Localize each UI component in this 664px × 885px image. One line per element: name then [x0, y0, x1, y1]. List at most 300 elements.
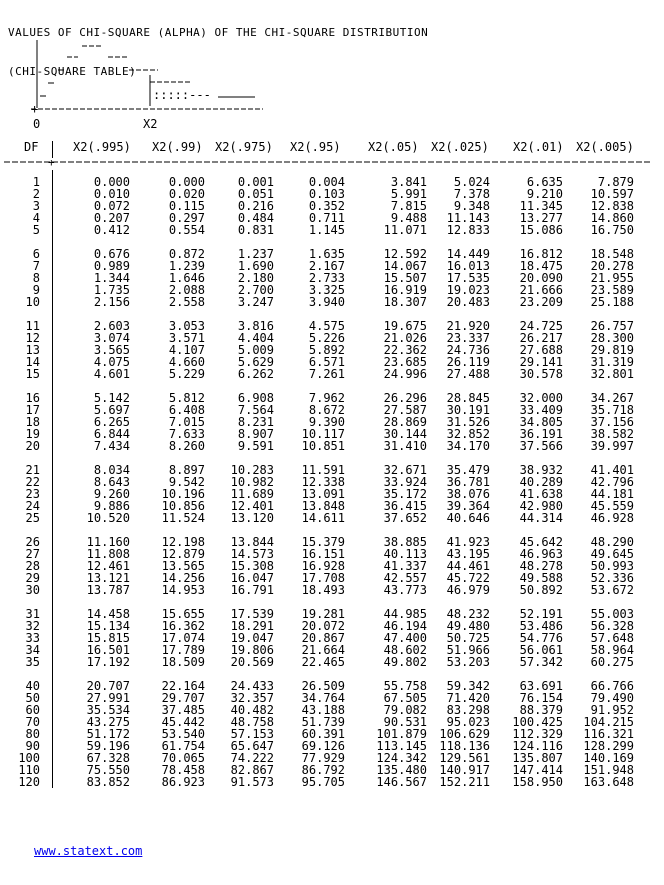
svg-text:+: + — [48, 158, 55, 169]
value-cell-x2-99: 45.442 — [161, 715, 205, 729]
value-cell-x2-01: 29.141 — [519, 355, 563, 369]
value-cell-x2-005: 66.766 — [590, 679, 634, 693]
value-cell-x2-005: 26.757 — [590, 319, 634, 333]
value-cell-x2-05: 27.587 — [383, 403, 427, 417]
value-cell-x2-01: 147.414 — [512, 763, 563, 777]
column-divider — [52, 560, 53, 572]
df-cell: 30 — [25, 583, 40, 597]
value-cell-x2-025: 53.203 — [446, 655, 490, 669]
value-cell-x2-01: 24.725 — [519, 319, 563, 333]
value-cell-x2-975: 5.629 — [237, 355, 274, 369]
value-cell-x2-005: 49.645 — [590, 547, 634, 561]
value-cell-x2-005: 116.321 — [583, 727, 634, 741]
column-divider — [52, 344, 53, 356]
value-cell-x2-01: 11.345 — [519, 199, 563, 213]
value-cell-x2-01: 124.116 — [512, 739, 563, 753]
value-cell-x2-99: 0.000 — [168, 175, 205, 189]
column-divider — [52, 380, 53, 392]
distribution-sketch — [0, 30, 300, 135]
value-cell-x2-975: 57.153 — [230, 727, 274, 741]
value-cell-x2-005: 10.597 — [590, 187, 634, 201]
value-cell-x2-99: 70.065 — [161, 751, 205, 765]
value-cell-x2-005: 20.278 — [590, 259, 634, 273]
df-cell: 50 — [25, 691, 40, 705]
value-cell-x2-01: 158.950 — [512, 775, 563, 789]
value-cell-x2-995: 1.344 — [93, 271, 130, 285]
value-cell-x2-975: 16.047 — [230, 571, 274, 585]
value-cell-x2-975: 1.237 — [237, 247, 274, 261]
value-cell-x2-99: 86.923 — [161, 775, 205, 789]
value-cell-x2-05: 46.194 — [383, 619, 427, 633]
column-divider — [52, 584, 53, 596]
value-cell-x2-005: 128.299 — [583, 739, 634, 753]
value-cell-x2-95: 95.705 — [301, 775, 345, 789]
value-cell-x2-99: 9.542 — [168, 475, 205, 489]
value-cell-x2-975: 0.001 — [237, 175, 274, 189]
value-cell-x2-975: 14.573 — [230, 547, 274, 561]
df-cell: 120 — [18, 775, 40, 789]
value-cell-x2-005: 23.589 — [590, 283, 634, 297]
value-cell-x2-05: 42.557 — [383, 571, 427, 585]
value-cell-x2-05: 43.773 — [383, 583, 427, 597]
value-cell-x2-99: 18.509 — [161, 655, 205, 669]
value-cell-x2-05: 135.480 — [376, 763, 427, 777]
value-cell-x2-99: 0.297 — [168, 211, 205, 225]
df-cell: 26 — [25, 535, 40, 549]
value-cell-x2-975: 2.700 — [237, 283, 274, 297]
value-cell-x2-995: 51.172 — [86, 727, 130, 741]
value-cell-x2-99: 0.020 — [168, 187, 205, 201]
column-divider — [52, 644, 53, 656]
value-cell-x2-025: 34.170 — [446, 439, 490, 453]
value-cell-x2-005: 39.997 — [590, 439, 634, 453]
value-cell-x2-025: 41.923 — [446, 535, 490, 549]
value-cell-x2-05: 32.671 — [383, 463, 427, 477]
column-divider — [52, 368, 53, 380]
value-cell-x2-005: 14.860 — [590, 211, 634, 225]
table-row — [0, 368, 664, 380]
value-cell-x2-995: 6.265 — [93, 415, 130, 429]
value-cell-x2-975: 19.047 — [230, 631, 274, 645]
value-cell-x2-95: 20.867 — [301, 631, 345, 645]
value-cell-x2-95: 51.739 — [301, 715, 345, 729]
value-cell-x2-99: 5.229 — [168, 367, 205, 381]
value-cell-x2-975: 6.262 — [237, 367, 274, 381]
value-cell-x2-99: 3.571 — [168, 331, 205, 345]
value-cell-x2-01: 38.932 — [519, 463, 563, 477]
value-cell-x2-025: 35.479 — [446, 463, 490, 477]
value-cell-x2-95: 7.261 — [308, 367, 345, 381]
column-divider — [52, 392, 53, 404]
value-cell-x2-01: 13.277 — [519, 211, 563, 225]
column-header-x2-025: X2(.025) — [431, 140, 489, 154]
value-cell-x2-975: 65.647 — [230, 739, 274, 753]
value-cell-x2-95: 15.379 — [301, 535, 345, 549]
value-cell-x2-95: 3.325 — [308, 283, 345, 297]
value-cell-x2-975: 20.569 — [230, 655, 274, 669]
value-cell-x2-995: 15.134 — [86, 619, 130, 633]
column-divider — [52, 548, 53, 560]
value-cell-x2-01: 52.191 — [519, 607, 563, 621]
value-cell-x2-995: 13.787 — [86, 583, 130, 597]
column-divider — [52, 272, 53, 284]
axis-plus-sign: + — [31, 102, 39, 116]
df-cell: 1 — [32, 175, 40, 189]
value-cell-x2-01: 30.578 — [519, 367, 563, 381]
column-header-x2-975: X2(.975) — [215, 140, 273, 154]
value-cell-x2-975: 40.482 — [230, 703, 274, 717]
value-cell-x2-05: 24.996 — [383, 367, 427, 381]
df-cell: 9 — [32, 283, 40, 297]
value-cell-x2-95: 6.571 — [308, 355, 345, 369]
value-cell-x2-995: 11.808 — [86, 547, 130, 561]
value-cell-x2-025: 59.342 — [446, 679, 490, 693]
df-cell: 40 — [25, 679, 40, 693]
value-cell-x2-005: 53.672 — [590, 583, 634, 597]
value-cell-x2-995: 0.412 — [93, 223, 130, 237]
value-cell-x2-025: 46.979 — [446, 583, 490, 597]
column-divider — [52, 248, 53, 260]
value-cell-x2-95: 13.848 — [301, 499, 345, 513]
table-row — [0, 656, 664, 668]
value-cell-x2-95: 10.117 — [301, 427, 345, 441]
value-cell-x2-05: 12.592 — [383, 247, 427, 261]
value-cell-x2-995: 4.075 — [93, 355, 130, 369]
column-divider — [52, 716, 53, 728]
value-cell-x2-025: 50.725 — [446, 631, 490, 645]
separator-line — [0, 158, 664, 170]
value-cell-x2-005: 44.181 — [590, 487, 634, 501]
value-cell-x2-99: 14.256 — [161, 571, 205, 585]
value-cell-x2-025: 12.833 — [446, 223, 490, 237]
value-cell-x2-99: 14.953 — [161, 583, 205, 597]
table-row — [0, 296, 664, 308]
column-divider — [52, 632, 53, 644]
value-cell-x2-05: 47.400 — [383, 631, 427, 645]
table-body — [0, 170, 664, 788]
column-divider — [52, 308, 53, 320]
value-cell-x2-95: 5.226 — [308, 331, 345, 345]
value-cell-x2-995: 27.991 — [86, 691, 130, 705]
value-cell-x2-995: 0.072 — [93, 199, 130, 213]
column-header-x2-05: X2(.05) — [368, 140, 419, 154]
value-cell-x2-95: 0.711 — [308, 211, 345, 225]
value-cell-x2-025: 40.646 — [446, 511, 490, 525]
value-cell-x2-025: 7.378 — [453, 187, 490, 201]
value-cell-x2-05: 5.991 — [390, 187, 427, 201]
value-cell-x2-025: 16.013 — [446, 259, 490, 273]
column-header-df: DF — [24, 140, 39, 154]
value-cell-x2-975: 17.539 — [230, 607, 274, 621]
df-cell: 5 — [32, 223, 40, 237]
value-cell-x2-025: 26.119 — [446, 355, 490, 369]
value-cell-x2-05: 30.144 — [383, 427, 427, 441]
value-cell-x2-99: 16.362 — [161, 619, 205, 633]
value-cell-x2-995: 5.142 — [93, 391, 130, 405]
chi-square-table — [0, 141, 664, 788]
column-divider — [52, 296, 53, 308]
value-cell-x2-99: 78.458 — [161, 763, 205, 777]
value-cell-x2-95: 13.091 — [301, 487, 345, 501]
value-cell-x2-995: 6.844 — [93, 427, 130, 441]
value-cell-x2-01: 34.805 — [519, 415, 563, 429]
value-cell-x2-99: 8.260 — [168, 439, 205, 453]
value-cell-x2-995: 5.697 — [93, 403, 130, 417]
value-cell-x2-995: 9.886 — [93, 499, 130, 513]
table-row — [0, 584, 664, 596]
column-header-x2-01: X2(.01) — [513, 140, 564, 154]
value-cell-x2-975: 32.357 — [230, 691, 274, 705]
value-cell-x2-005: 151.948 — [583, 763, 634, 777]
value-cell-x2-005: 35.718 — [590, 403, 634, 417]
column-divider — [52, 572, 53, 584]
shaded-tail-region: :::::--- — [153, 88, 211, 102]
value-cell-x2-995: 3.074 — [93, 331, 130, 345]
value-cell-x2-975: 9.591 — [237, 439, 274, 453]
value-cell-x2-975: 0.051 — [237, 187, 274, 201]
value-cell-x2-01: 45.642 — [519, 535, 563, 549]
column-divider — [52, 752, 53, 764]
df-cell: 13 — [25, 343, 40, 357]
value-cell-x2-005: 12.838 — [590, 199, 634, 213]
value-cell-x2-005: 48.290 — [590, 535, 634, 549]
value-cell-x2-99: 1.239 — [168, 259, 205, 273]
column-divider — [52, 464, 53, 476]
value-cell-x2-995: 20.707 — [86, 679, 130, 693]
value-cell-x2-005: 16.750 — [590, 223, 634, 237]
value-cell-x2-995: 7.434 — [93, 439, 130, 453]
value-cell-x2-025: 48.232 — [446, 607, 490, 621]
value-cell-x2-005: 46.928 — [590, 511, 634, 525]
df-cell: 20 — [25, 439, 40, 453]
df-cell: 3 — [32, 199, 40, 213]
column-divider — [52, 200, 53, 212]
value-cell-x2-05: 7.815 — [390, 199, 427, 213]
value-cell-x2-005: 37.156 — [590, 415, 634, 429]
column-divider — [52, 188, 53, 200]
value-cell-x2-05: 16.919 — [383, 283, 427, 297]
df-cell: 21 — [25, 463, 40, 477]
value-cell-x2-025: 11.143 — [446, 211, 490, 225]
column-header-x2-995: X2(.995) — [73, 140, 131, 154]
df-cell: 24 — [25, 499, 40, 513]
value-cell-x2-975: 24.433 — [230, 679, 274, 693]
value-cell-x2-95: 10.851 — [301, 439, 345, 453]
origin-label: 0 — [33, 117, 41, 131]
value-cell-x2-05: 55.758 — [383, 679, 427, 693]
value-cell-x2-975: 19.806 — [230, 643, 274, 657]
value-cell-x2-025: 14.449 — [446, 247, 490, 261]
table-row — [0, 224, 664, 236]
value-cell-x2-995: 0.207 — [93, 211, 130, 225]
value-cell-x2-975: 48.758 — [230, 715, 274, 729]
value-cell-x2-05: 67.505 — [383, 691, 427, 705]
value-cell-x2-99: 29.707 — [161, 691, 205, 705]
value-cell-x2-05: 37.652 — [383, 511, 427, 525]
value-cell-x2-025: 28.845 — [446, 391, 490, 405]
value-cell-x2-01: 54.776 — [519, 631, 563, 645]
df-cell: 70 — [25, 715, 40, 729]
column-divider — [52, 176, 53, 188]
value-cell-x2-005: 28.300 — [590, 331, 634, 345]
df-cell: 110 — [18, 763, 40, 777]
column-divider — [52, 236, 53, 248]
value-cell-x2-05: 31.410 — [383, 439, 427, 453]
value-cell-x2-99: 8.897 — [168, 463, 205, 477]
value-cell-x2-01: 16.812 — [519, 247, 563, 261]
value-cell-x2-99: 13.565 — [161, 559, 205, 573]
value-cell-x2-995: 4.601 — [93, 367, 130, 381]
df-cell: 80 — [25, 727, 40, 741]
value-cell-x2-99: 1.646 — [168, 271, 205, 285]
value-cell-x2-99: 5.812 — [168, 391, 205, 405]
value-cell-x2-01: 100.425 — [512, 715, 563, 729]
value-cell-x2-975: 16.791 — [230, 583, 274, 597]
value-cell-x2-995: 14.458 — [86, 607, 130, 621]
value-cell-x2-005: 50.993 — [590, 559, 634, 573]
value-cell-x2-99: 2.558 — [168, 295, 205, 309]
value-cell-x2-99: 17.789 — [161, 643, 205, 657]
value-cell-x2-005: 7.879 — [597, 175, 634, 189]
value-cell-x2-05: 35.172 — [383, 487, 427, 501]
value-cell-x2-025: 36.781 — [446, 475, 490, 489]
value-cell-x2-01: 63.691 — [519, 679, 563, 693]
value-cell-x2-99: 10.196 — [161, 487, 205, 501]
value-cell-x2-95: 34.764 — [301, 691, 345, 705]
value-cell-x2-025: 31.526 — [446, 415, 490, 429]
column-divider — [52, 596, 53, 608]
value-cell-x2-99: 11.524 — [161, 511, 205, 525]
value-cell-x2-975: 11.689 — [230, 487, 274, 501]
value-cell-x2-005: 58.964 — [590, 643, 634, 657]
value-cell-x2-025: 129.561 — [439, 751, 490, 765]
value-cell-x2-95: 7.962 — [308, 391, 345, 405]
value-cell-x2-975: 0.831 — [237, 223, 274, 237]
value-cell-x2-975: 3.816 — [237, 319, 274, 333]
title-line-1: VALUES OF CHI-SQUARE (ALPHA) OF THE CHI-SQUARE DISTRIBUTION — [8, 26, 429, 39]
value-cell-x2-025: 106.629 — [439, 727, 490, 741]
value-cell-x2-975: 0.484 — [237, 211, 274, 225]
value-cell-x2-01: 49.588 — [519, 571, 563, 585]
column-divider — [52, 728, 53, 740]
value-cell-x2-975: 2.180 — [237, 271, 274, 285]
df-cell: 15 — [25, 367, 40, 381]
value-cell-x2-99: 22.164 — [161, 679, 205, 693]
value-cell-x2-95: 60.391 — [301, 727, 345, 741]
df-cell: 12 — [25, 331, 40, 345]
df-cell: 35 — [25, 655, 40, 669]
header-column-divider — [52, 141, 53, 158]
value-cell-x2-995: 9.260 — [93, 487, 130, 501]
column-divider — [52, 440, 53, 452]
value-cell-x2-95: 1.145 — [308, 223, 345, 237]
value-cell-x2-05: 41.337 — [383, 559, 427, 573]
value-cell-x2-025: 38.076 — [446, 487, 490, 501]
value-cell-x2-995: 67.328 — [86, 751, 130, 765]
value-cell-x2-005: 91.952 — [590, 703, 634, 717]
value-cell-x2-05: 26.296 — [383, 391, 427, 405]
value-cell-x2-99: 37.485 — [161, 703, 205, 717]
value-cell-x2-05: 18.307 — [383, 295, 427, 309]
value-cell-x2-975: 10.283 — [230, 463, 274, 477]
value-cell-x2-995: 16.501 — [86, 643, 130, 657]
value-cell-x2-025: 23.337 — [446, 331, 490, 345]
value-cell-x2-05: 90.531 — [383, 715, 427, 729]
value-cell-x2-975: 1.690 — [237, 259, 274, 273]
value-cell-x2-01: 41.638 — [519, 487, 563, 501]
value-cell-x2-005: 56.328 — [590, 619, 634, 633]
df-cell: 29 — [25, 571, 40, 585]
value-cell-x2-05: 113.145 — [376, 739, 427, 753]
value-cell-x2-01: 44.314 — [519, 511, 563, 525]
value-cell-x2-05: 3.841 — [390, 175, 427, 189]
value-cell-x2-975: 0.216 — [237, 199, 274, 213]
value-cell-x2-99: 0.872 — [168, 247, 205, 261]
value-cell-x2-05: 14.067 — [383, 259, 427, 273]
value-cell-x2-95: 0.004 — [308, 175, 345, 189]
statext-link[interactable]: www.statext.com — [34, 844, 143, 858]
value-cell-x2-01: 50.892 — [519, 583, 563, 597]
value-cell-x2-025: 118.136 — [439, 739, 490, 753]
title-line-2: (CHI-SQUARE TABLE) — [8, 65, 137, 78]
value-cell-x2-005: 38.582 — [590, 427, 634, 441]
value-cell-x2-95: 77.929 — [301, 751, 345, 765]
column-divider — [52, 332, 53, 344]
table-row — [0, 776, 664, 788]
value-cell-x2-005: 18.548 — [590, 247, 634, 261]
df-cell: 34 — [25, 643, 40, 657]
value-cell-x2-99: 6.408 — [168, 403, 205, 417]
value-cell-x2-005: 21.955 — [590, 271, 634, 285]
column-divider — [52, 476, 53, 488]
value-cell-x2-995: 83.852 — [86, 775, 130, 789]
value-cell-x2-95: 19.281 — [301, 607, 345, 621]
column-divider — [52, 776, 53, 788]
table-header-row — [0, 141, 664, 158]
value-cell-x2-005: 79.490 — [590, 691, 634, 705]
df-cell: 27 — [25, 547, 40, 561]
value-cell-x2-01: 56.061 — [519, 643, 563, 657]
column-divider — [52, 704, 53, 716]
value-cell-x2-95: 17.708 — [301, 571, 345, 585]
value-cell-x2-975: 82.867 — [230, 763, 274, 777]
value-cell-x2-975: 74.222 — [230, 751, 274, 765]
value-cell-x2-025: 71.420 — [446, 691, 490, 705]
value-cell-x2-975: 15.308 — [230, 559, 274, 573]
value-cell-x2-01: 37.566 — [519, 439, 563, 453]
value-cell-x2-01: 32.000 — [519, 391, 563, 405]
table-row — [0, 512, 664, 524]
value-cell-x2-99: 53.540 — [161, 727, 205, 741]
df-cell: 17 — [25, 403, 40, 417]
column-divider — [52, 512, 53, 524]
value-cell-x2-995: 8.034 — [93, 463, 130, 477]
df-cell: 10 — [25, 295, 40, 309]
value-cell-x2-025: 45.722 — [446, 571, 490, 585]
value-cell-x2-95: 4.575 — [308, 319, 345, 333]
value-cell-x2-995: 11.160 — [86, 535, 130, 549]
column-divider — [52, 692, 53, 704]
value-cell-x2-975: 12.401 — [230, 499, 274, 513]
value-cell-x2-05: 23.685 — [383, 355, 427, 369]
value-cell-x2-005: 45.559 — [590, 499, 634, 513]
column-divider — [52, 620, 53, 632]
value-cell-x2-99: 10.856 — [161, 499, 205, 513]
column-divider — [52, 608, 53, 620]
column-header-x2-99: X2(.99) — [152, 140, 203, 154]
ascii-distribution-diagram — [0, 30, 300, 139]
value-cell-x2-005: 31.319 — [590, 355, 634, 369]
